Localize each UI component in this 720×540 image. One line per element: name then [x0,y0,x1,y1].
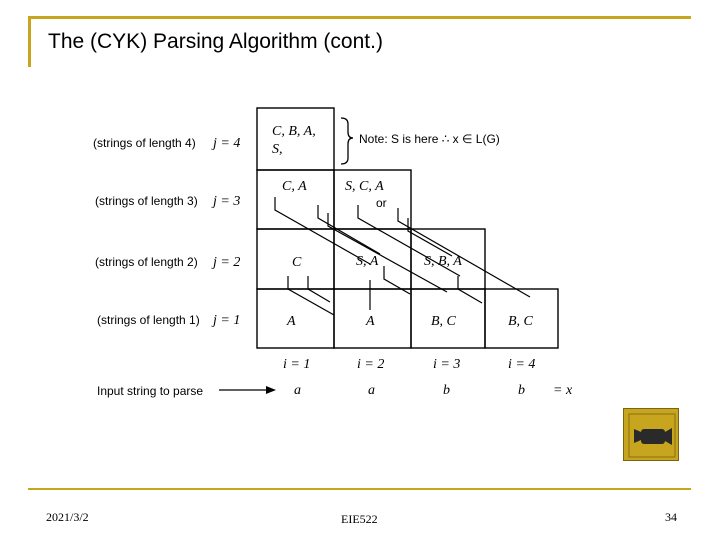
input-char-2: a [368,383,375,398]
cell-r3c2-line1: S, C, A [345,179,384,194]
cell-r2c3: S, B, A [424,254,462,269]
row-j-4: j = 4 [213,136,241,151]
cell-r1c3: B, C [431,314,456,329]
row-labels [93,136,240,328]
cell-r1c2: A [366,314,375,329]
row-j-1: j = 1 [213,313,241,328]
cell-contents [272,124,534,329]
cell-r3c2-line2: or [376,196,387,210]
i-label-1: i = 1 [283,357,311,372]
cell-r2c1: C [292,255,302,270]
diag-line [384,266,410,294]
note-text: Note: S is here ∴ x ∈ L(G) [359,132,500,146]
input-char-4: b [518,383,525,398]
diag-line [288,276,334,315]
input-char-1: a [294,383,301,398]
i-label-2: i = 2 [357,357,385,372]
note-brace [341,118,353,164]
derivation-lines [275,197,530,315]
footer-rule [28,488,691,490]
footer-course: EIE522 [341,512,378,526]
cell-border-r4c1 [257,108,334,170]
row-label-2: (strings of length 2) [95,255,198,269]
film-camera-icon [624,409,680,462]
slide-title: The (CYK) Parsing Algorithm (cont.) [48,30,383,53]
row-label-1: (strings of length 1) [97,313,200,327]
row-label-3: (strings of length 3) [95,194,198,208]
equals-x: = x [553,383,573,398]
column-index-labels [283,357,535,372]
input-chars [294,383,573,398]
input-arrow [219,386,276,394]
i-label-4: i = 4 [508,357,536,372]
cell-r2c2: S, A [356,254,379,269]
i-label-3: i = 3 [433,357,461,372]
row-j-2: j = 2 [213,255,241,270]
input-char-3: b [443,383,450,398]
diag-line [328,213,447,292]
cell-r4c1-line1: C, B, A, [272,124,316,139]
media-play-button[interactable] [623,408,679,461]
row-j-3: j = 3 [213,194,241,209]
footer-date: 2021/3/2 [46,510,89,524]
input-label: Input string to parse [97,384,204,398]
cell-r1c4: B, C [508,314,533,329]
footer-page-number: 34 [665,510,677,524]
cell-r4c1-line2: S, [272,142,283,157]
cell-r1c1: A [287,314,296,329]
cell-r3c1: C, A [282,179,307,194]
row-label-4: (strings of length 4) [93,136,196,150]
